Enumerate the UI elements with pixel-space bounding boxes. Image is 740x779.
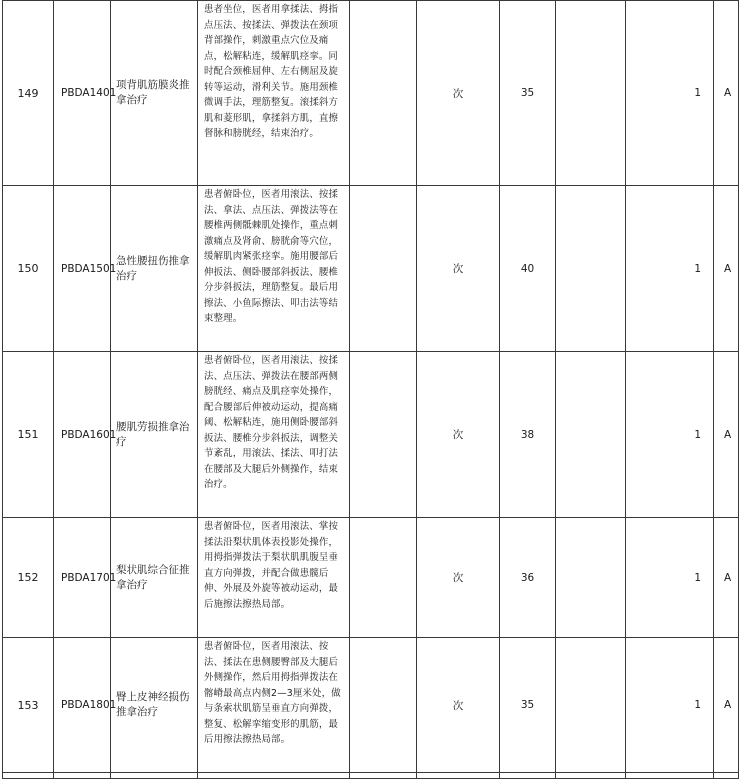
item-description: 患者俯卧位，医者用滚法、掌按揉法沿梨状肌体表投影处操作，用拇指弹拨法于梨状肌肌腹呈垂直方向弹拨，并配合做患髋后伸、外展及外旋等被动运动，最后施擦法擦热局部。 — [198, 518, 350, 638]
item-number: 150 — [3, 186, 54, 352]
empty-cell — [350, 518, 417, 638]
item-unit: 次 — [417, 352, 500, 518]
table-row-partial — [3, 773, 739, 779]
item-code: PBDA1501 — [54, 186, 111, 352]
item-description: 患者俯卧位，医者用滚法、按揉法、拿法、点压法、弹拨法等在腰椎两侧骶棘肌处操作，重点刺激痛点及肾俞、膀胱俞等穴位，缓解肌肉紧张痉挛。施用腰部后伸扳法、侧卧腰部斜扳法、腰椎分步斜扳法，理筋整复。最后用擦法、小鱼际擦法、叩击法等结束整理。 — [198, 186, 350, 352]
table-row — [3, 638, 739, 773]
item-number: 152 — [3, 518, 54, 638]
item-quantity: 1 — [626, 1, 714, 186]
empty-cell — [556, 186, 626, 352]
item-name: 梨状肌综合征推拿治疗 — [111, 518, 198, 638]
item-code: PBDA1601 — [54, 352, 111, 518]
item-code: PBDA1401 — [54, 1, 111, 186]
item-unit: 次 — [417, 1, 500, 186]
item-name: 臀上皮神经损伤推拿治疗 — [111, 638, 198, 773]
item-code: PBDA1801 — [54, 638, 111, 773]
item-quantity: 1 — [626, 186, 714, 352]
item-unit: 次 — [417, 186, 500, 352]
item-unit: 次 — [417, 638, 500, 773]
table-row — [3, 518, 739, 638]
table-row — [3, 352, 739, 518]
item-name: 项背肌筋膜炎推拿治疗 — [111, 1, 198, 186]
item-price: 38 — [500, 352, 556, 518]
empty-cell — [350, 1, 417, 186]
item-grade: A — [714, 518, 739, 638]
item-quantity: 1 — [626, 518, 714, 638]
item-code: PBDA1701 — [54, 518, 111, 638]
empty-cell — [556, 638, 626, 773]
pricing-table — [2, 0, 739, 779]
item-price: 35 — [500, 638, 556, 773]
item-price: 35 — [500, 1, 556, 186]
item-grade: A — [714, 638, 739, 773]
item-grade: A — [714, 1, 739, 186]
table-row — [3, 186, 739, 352]
item-number: 149 — [3, 1, 54, 186]
item-number: 151 — [3, 352, 54, 518]
item-description: 患者俯卧位，医者用滚法、按法、揉法在患侧腰臀部及大腿后外侧操作，然后用拇指弹拨法在髂嵴最高点内侧2—3厘米处，做与条索状肌筋呈垂直方向弹拨，整复、松解挛缩变形的肌筋，最后用擦法擦热局部。 — [198, 638, 350, 773]
item-description: 患者俯卧位，医者用滚法、按揉法、点压法、弹拨法在腰部两侧膀胱经、痛点及肌痉挛处操作，配合腰部后伸被动运动，提高痛阈、松解粘连，施用侧卧腰部斜扳法、腰椎分步斜扳法，调整关节紊乱，用滚法、揉法、叩打法在腰部及大腿后外侧操作，结束治疗。 — [198, 352, 350, 518]
empty-cell — [350, 352, 417, 518]
item-grade: A — [714, 352, 739, 518]
item-description: 患者坐位，医者用拿揉法、拇指点压法、按揉法、弹拨法在颈项背部操作，刺激重点穴位及痛点，松解粘连，缓解肌痉挛。同时配合颈椎屈伸、左右侧屈及旋转等运动，滑利关节。施用颈椎微调手法，理筋整复。滚揉斜方肌和菱形肌，拿揉斜方肌，直擦督脉和膀胱经，结束治疗。 — [198, 1, 350, 186]
empty-cell — [350, 638, 417, 773]
item-unit: 次 — [417, 518, 500, 638]
item-price: 36 — [500, 518, 556, 638]
empty-cell — [556, 518, 626, 638]
item-price: 40 — [500, 186, 556, 352]
empty-cell — [556, 1, 626, 186]
item-quantity: 1 — [626, 638, 714, 773]
empty-cell — [350, 186, 417, 352]
item-grade: A — [714, 186, 739, 352]
item-quantity: 1 — [626, 352, 714, 518]
table-row — [3, 1, 739, 186]
item-number: 153 — [3, 638, 54, 773]
item-name: 急性腰扭伤推拿治疗 — [111, 186, 198, 352]
item-name: 腰肌劳损推拿治疗 — [111, 352, 198, 518]
empty-cell — [556, 352, 626, 518]
